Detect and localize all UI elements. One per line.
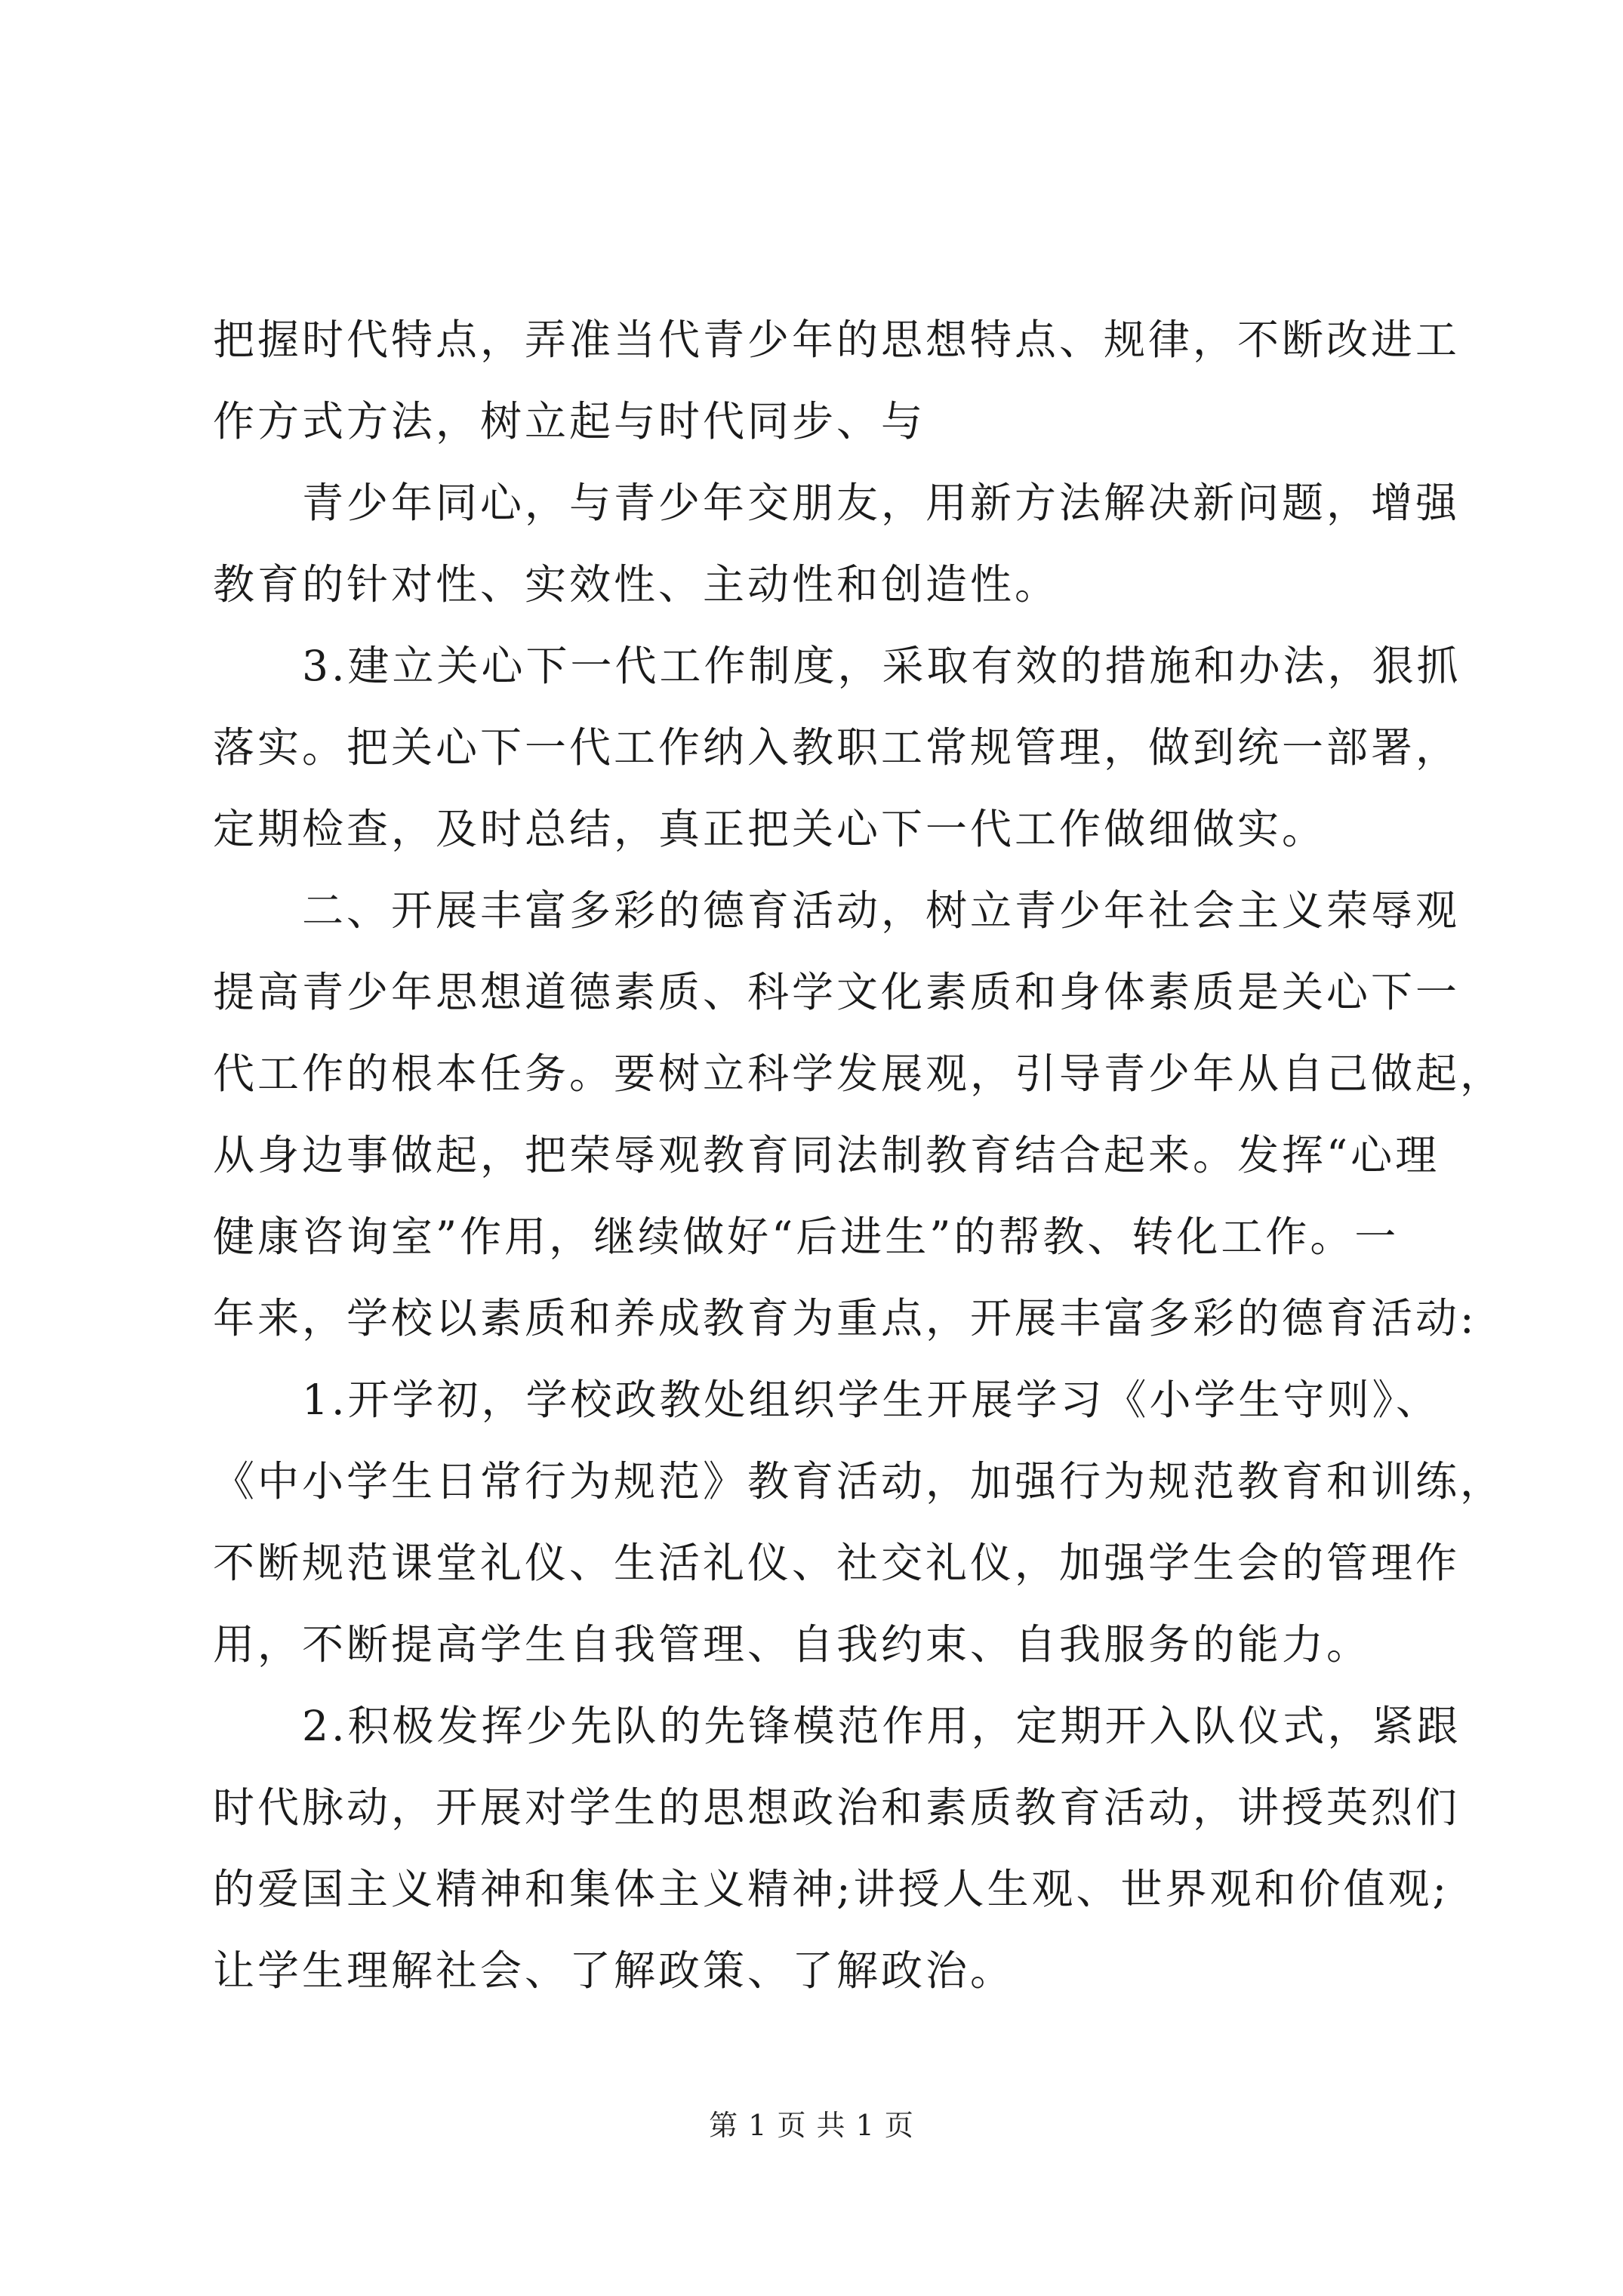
- text-line: 提高青少年思想道德素质、科学文化素质和身体素质是关心下一: [213, 968, 1461, 1016]
- text-line: 《中小学生日常行为规范》教育活动，加强行为规范教育和训练，: [213, 1457, 1505, 1505]
- text-line: 不断规范课堂礼仪、生活礼仪、社交礼仪，加强学生会的管理作: [213, 1539, 1461, 1587]
- text-line: 代工作的根本任务。要树立科学发展观，引导青少年从自己做起，: [213, 1049, 1505, 1098]
- text-line: 1.开学初，学校政教处组织学生开展学习《小学生守则》、: [302, 1376, 1440, 1424]
- text-line: 从身边事做起，把荣辱观教育同法制教育结合起来。发挥“心理: [213, 1131, 1440, 1179]
- text-line: 作方式方法，树立起与时代同步、与: [213, 397, 926, 445]
- text-line: 让学生理解社会、了解政策、了解政治。: [213, 1946, 1015, 1995]
- text-line: 年来，学校以素质和养成教育为重点，开展丰富多彩的德育活动:: [213, 1294, 1477, 1342]
- text-line: 用，不断提高学生自我管理、自我约束、自我服务的能力。: [213, 1620, 1372, 1669]
- text-line: 定期检查，及时总结，真正把关心下一代工作做细做实。: [213, 805, 1327, 853]
- text-line: 教育的针对性、实效性、主动性和创造性。: [213, 560, 1060, 609]
- text-line: 青少年同心，与青少年交朋友，用新方法解决新问题，增强: [302, 479, 1461, 527]
- text-line: 2.积极发挥少先队的先锋模范作用，定期开入队仪式，紧跟: [302, 1702, 1461, 1750]
- section-heading: 二、开展丰富多彩的德育活动，树立青少年社会主义荣辱观: [302, 886, 1461, 935]
- text-line: 时代脉动，开展对学生的思想政治和素质教育活动，讲授英烈们: [213, 1783, 1461, 1832]
- text-line: 的爱国主义精神和集体主义精神;讲授人生观、世界观和价值观;: [213, 1865, 1450, 1913]
- page-number-footer: 第 1 页 共 1 页: [709, 2109, 914, 2142]
- text-line: 3.建立关心下一代工作制度，采取有效的措施和办法，狠抓: [302, 642, 1461, 690]
- text-line: 落实。把关心下一代工作纳入教职工常规管理，做到统一部署，: [213, 723, 1461, 772]
- text-line: 健康咨询室”作用，继续做好“后进生”的帮教、转化工作。一: [213, 1213, 1400, 1261]
- text-line: 把握时代特点，弄准当代青少年的思想特点、规律，不断改进工: [213, 316, 1461, 364]
